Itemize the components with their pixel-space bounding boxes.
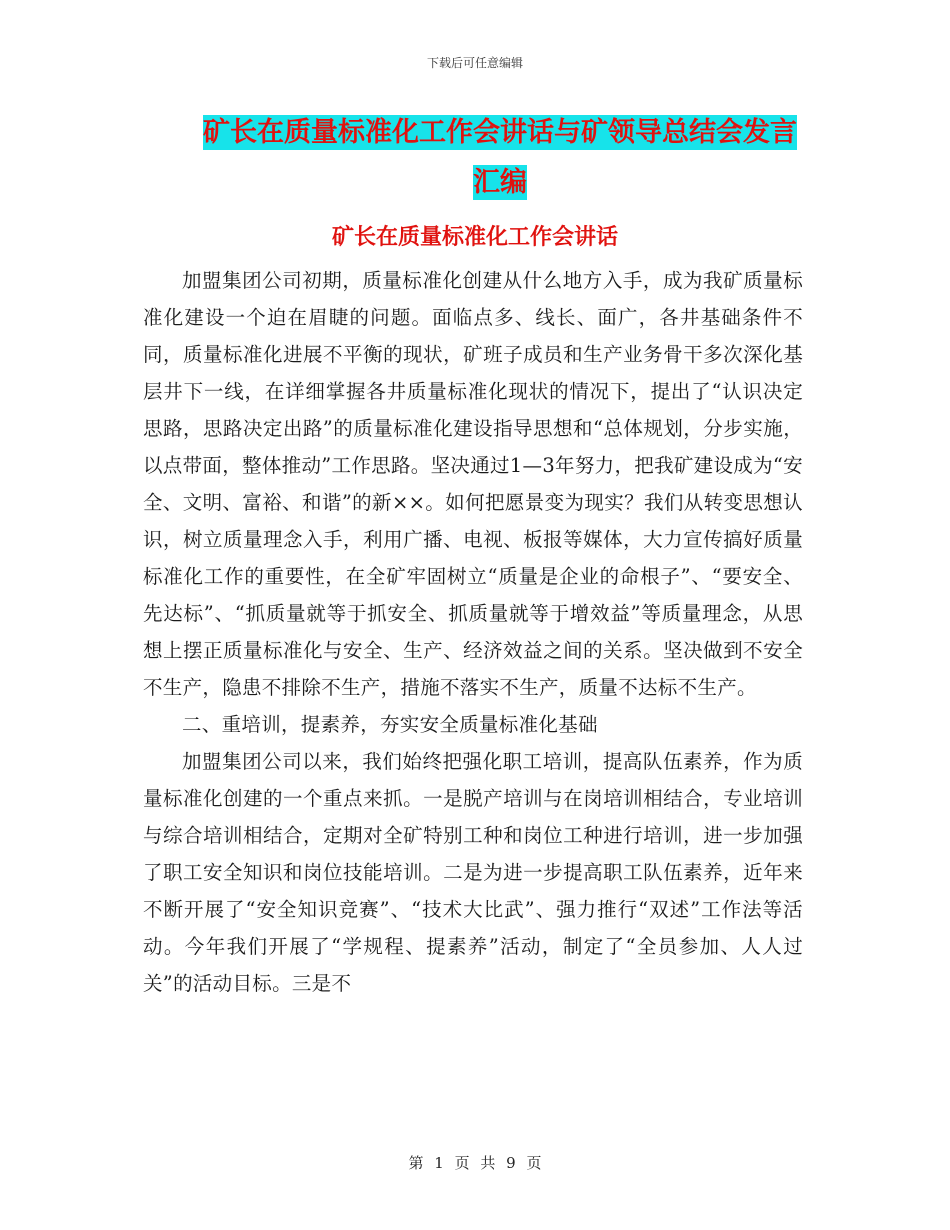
page-footer: 第 1 页 共 9 页 <box>408 1154 542 1172</box>
body-text <box>143 262 803 1002</box>
section-title: 矿长在质量标准化工作会讲话 <box>331 225 618 250</box>
paragraph: 加盟集团公司以来，我们始终把强化职工培训，提高队伍素养，作为质量标准化创建的一个重点来抓。一是脱产培训与在岗培训相结合，专业培训与综合培训相结合，定期对全矿特别工种和岗位工种进行培训，进一步加强了职工安全知识和岗位技能培训。二是为进一步提高职工队伍素养，近年来不断开展了“安全知识竞赛”、“技术大比武”、强力推行“双述”工作法等活动。今年我们开展了“学规程、提素养”活动，制定了“全员参加、人人过关”的活动目标。三是不 <box>143 750 803 995</box>
document-title-text: 矿长在质量标准化工作会讲话与矿领导总结会发言汇编 <box>203 117 797 198</box>
document-title <box>190 108 810 208</box>
paragraph-heading: 二、重培训，提素养，夯实安全质量标准化基础 <box>182 713 598 736</box>
header-note: 下载后可任意编辑 <box>426 56 523 70</box>
paragraph: 加盟集团公司初期，质量标准化创建从什么地方入手，成为我矿质量标准化建设一个迫在眉睫的问题。面临点多、线长、面广，各井基础条件不同，质量标准化进展不平衡的现状，矿班子成员和生产业务骨干多次深化基层井下一线，在详细掌握各井质量标准化现状的情况下，提出了“认识决定思路，思路决定出路”的质量标准化建设指导思想和“总体规划，分步实施，以点带面，整体推动”工作思路。坚决通过1—3年努力，把我矿建设成为“安全、文明、富裕、和谐”的新××。如何把愿景变为现实？我们从转变思想认识，树立质量理念入手，利用广播、电视、板报等媒体，大力宣传搞好质量标准化工作的重要性，在全矿牢固树立“质量是企业的命根子”、“要安全、先达标”、“抓质量就等于抓安全、抓质量就等于增效益”等质量理念，从思想上摆正质量标准化与安全、生产、经济效益之间的关系。坚决做到不安全不生产，隐患不排除不生产，措施不落实不生产，质量不达标不生产。 <box>143 269 803 699</box>
